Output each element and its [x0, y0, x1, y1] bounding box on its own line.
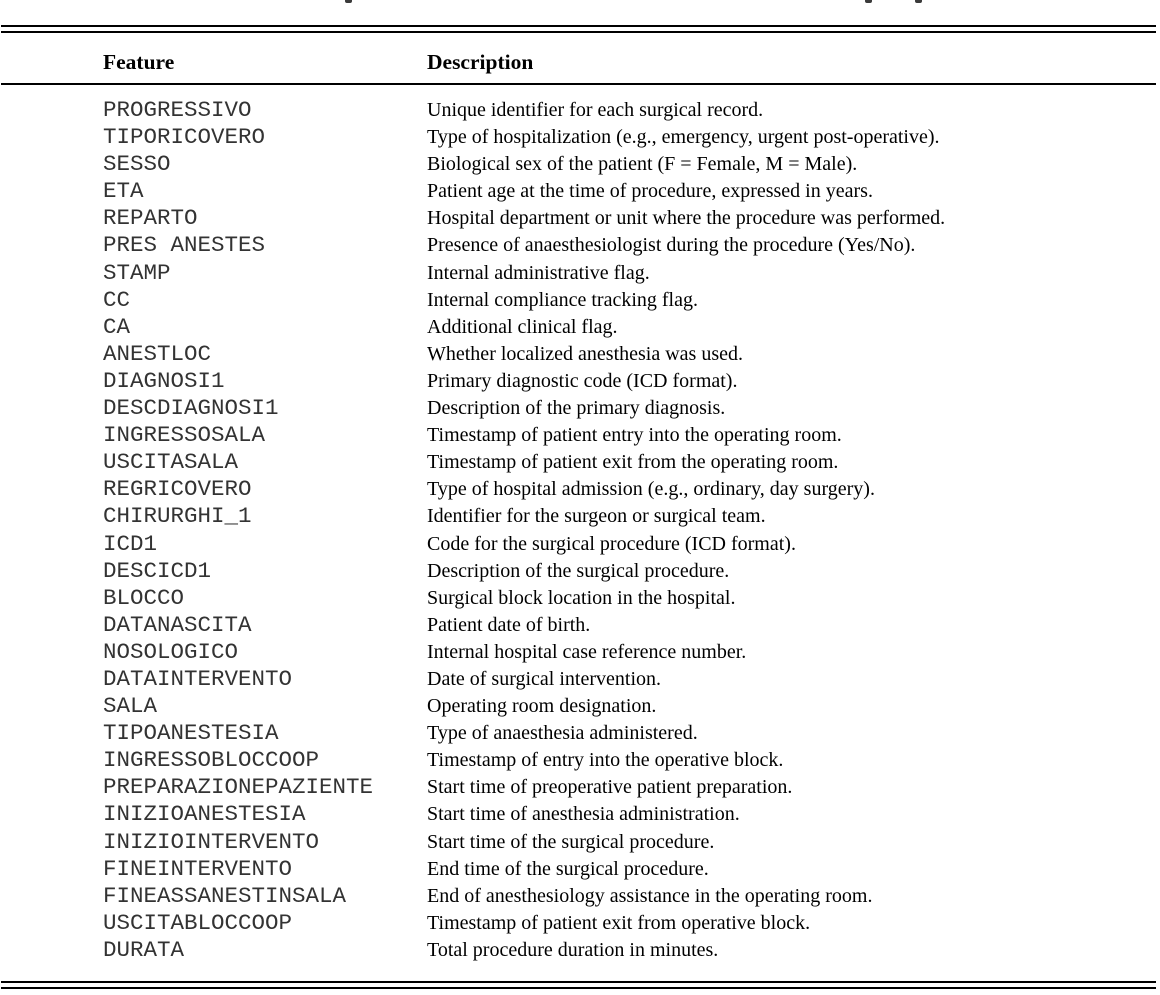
table-row: [0, 395, 1160, 422]
feature-description: Primary diagnostic code (ICD format).: [427, 369, 738, 392]
feature-description: Type of anaesthesia administered.: [427, 722, 698, 745]
table-row: [0, 287, 1160, 314]
table-row: [0, 124, 1160, 151]
table-row: [0, 205, 1160, 232]
table-row: [0, 747, 1160, 774]
table-bottom-double-rule: [1, 981, 1156, 989]
feature-name: CA: [103, 313, 131, 340]
feature-name: REPARTO: [103, 205, 198, 232]
feature-description: Whether localized anesthesia was used.: [427, 342, 743, 365]
feature-description: Code for the surgical procedure (ICD format).: [427, 532, 796, 555]
table-row: [0, 449, 1160, 476]
table-row: [0, 178, 1160, 205]
feature-name: TIPOANESTESIA: [103, 720, 279, 747]
feature-description: Operating room designation.: [427, 695, 657, 718]
feature-name: INIZIOANESTESIA: [103, 801, 306, 828]
column-header-feature: Feature: [103, 50, 175, 74]
column-header-description: Description: [427, 50, 534, 74]
table-row: [0, 612, 1160, 639]
table-row: [0, 558, 1160, 585]
feature-description: Identifier for the surgeon or surgical team.: [427, 505, 766, 528]
feature-description: Surgical block location in the hospital.: [427, 586, 736, 609]
table-row: [0, 856, 1160, 883]
caption-descender-mark: [865, 0, 872, 3]
feature-name: ETA: [103, 178, 144, 205]
feature-description: Start time of the surgical procedure.: [427, 830, 715, 853]
feature-name: ANESTLOC: [103, 340, 212, 367]
feature-description: Biological sex of the patient (F = Female, M = Male).: [427, 153, 858, 176]
caption-descender-mark: [915, 0, 922, 3]
table-row: [0, 910, 1160, 937]
feature-description: Date of surgical intervention.: [427, 667, 662, 690]
feature-description: Total procedure duration in minutes.: [427, 938, 719, 961]
feature-description: Timestamp of patient entry into the operating room.: [427, 424, 842, 447]
feature-name: STAMP: [103, 259, 171, 286]
table-row: [0, 260, 1160, 287]
feature-name: ICD1: [103, 530, 158, 557]
table-row: [0, 937, 1160, 964]
feature-description: Patient date of birth.: [427, 613, 591, 636]
table-body: [0, 97, 1160, 964]
feature-description: Description of the primary diagnosis.: [427, 397, 726, 420]
feature-name: INGRESSOSALA: [103, 422, 266, 449]
feature-name: FINEINTERVENTO: [103, 855, 293, 882]
feature-description: Start time of preoperative patient preparation.: [427, 776, 793, 799]
feature-description: End time of the surgical procedure.: [427, 857, 709, 880]
feature-name: DURATA: [103, 936, 185, 963]
table-row: [0, 314, 1160, 341]
table-row: [0, 368, 1160, 395]
feature-name: SESSO: [103, 151, 171, 178]
table-row: [0, 639, 1160, 666]
table-row: [0, 232, 1160, 259]
feature-name: DESCICD1: [103, 557, 212, 584]
feature-description: Presence of anaesthesiologist during the procedure (Yes/No).: [427, 234, 916, 257]
feature-description: Hospital department or unit where the procedure was performed.: [427, 207, 946, 230]
table-row: [0, 422, 1160, 449]
feature-name: CC: [103, 286, 131, 313]
feature-description: Internal administrative flag.: [427, 261, 650, 284]
feature-name: SALA: [103, 693, 158, 720]
table-row: [0, 720, 1160, 747]
feature-name: DIAGNOSI1: [103, 367, 225, 394]
table-row: [0, 97, 1160, 124]
feature-description: Timestamp of patient exit from operative block.: [427, 911, 811, 934]
feature-description: Description of the surgical procedure.: [427, 559, 730, 582]
table-row: [0, 151, 1160, 178]
feature-description: Unique identifier for each surgical record.: [427, 99, 764, 121]
table-row: [0, 531, 1160, 558]
table-top-double-rule: [1, 25, 1156, 33]
feature-description: Start time of anesthesia administration.: [427, 803, 740, 826]
feature-name: INIZIOINTERVENTO: [103, 828, 320, 855]
header-separator-rule: [1, 83, 1156, 85]
feature-name: FINEASSANESTINSALA: [103, 882, 347, 909]
feature-name: PREPARAZIONEPAZIENTE: [103, 774, 374, 801]
feature-description: Type of hospital admission (e.g., ordinary, day surgery).: [427, 478, 875, 501]
caption-descender-mark: [345, 0, 352, 3]
feature-name: DATANASCITA: [103, 611, 252, 638]
feature-name: INGRESSOBLOCCOOP: [103, 747, 320, 774]
cropped-caption-remnant: [0, 0, 1160, 6]
table-row: [0, 829, 1160, 856]
feature-name: NOSOLOGICO: [103, 638, 239, 665]
feature-description: Internal compliance tracking flag.: [427, 288, 698, 311]
feature-description: End of anesthesiology assistance in the operating room.: [427, 884, 873, 907]
feature-description: Additional clinical flag.: [427, 315, 618, 338]
feature-name: USCITASALA: [103, 449, 239, 476]
table-row: [0, 693, 1160, 720]
feature-description: Type of hospitalization (e.g., emergency, urgent post-operative).: [427, 126, 940, 149]
table-row: [0, 883, 1160, 910]
feature-name: PRES ANESTES: [103, 232, 266, 259]
feature-description: Internal hospital case reference number.: [427, 640, 747, 663]
table-row: [0, 503, 1160, 530]
feature-description: Timestamp of entry into the operative block.: [427, 749, 784, 772]
feature-name: REGRICOVERO: [103, 476, 252, 503]
table-row: [0, 341, 1160, 368]
feature-name: TIPORICOVERO: [103, 124, 266, 151]
feature-description: Patient age at the time of procedure, expressed in years.: [427, 180, 873, 203]
table-row: [0, 476, 1160, 503]
feature-name: BLOCCO: [103, 584, 185, 611]
feature-name: CHIRURGHI_1: [103, 503, 252, 530]
table-row: [0, 666, 1160, 693]
feature-name: PROGRESSIVO: [103, 97, 252, 123]
table-row: [0, 801, 1160, 828]
feature-name: USCITABLOCCOOP: [103, 909, 293, 936]
feature-name: DESCDIAGNOSI1: [103, 395, 279, 422]
feature-description: Timestamp of patient exit from the operating room.: [427, 451, 839, 474]
table-row: [0, 774, 1160, 801]
feature-name: DATAINTERVENTO: [103, 665, 293, 692]
table-row: [0, 585, 1160, 612]
